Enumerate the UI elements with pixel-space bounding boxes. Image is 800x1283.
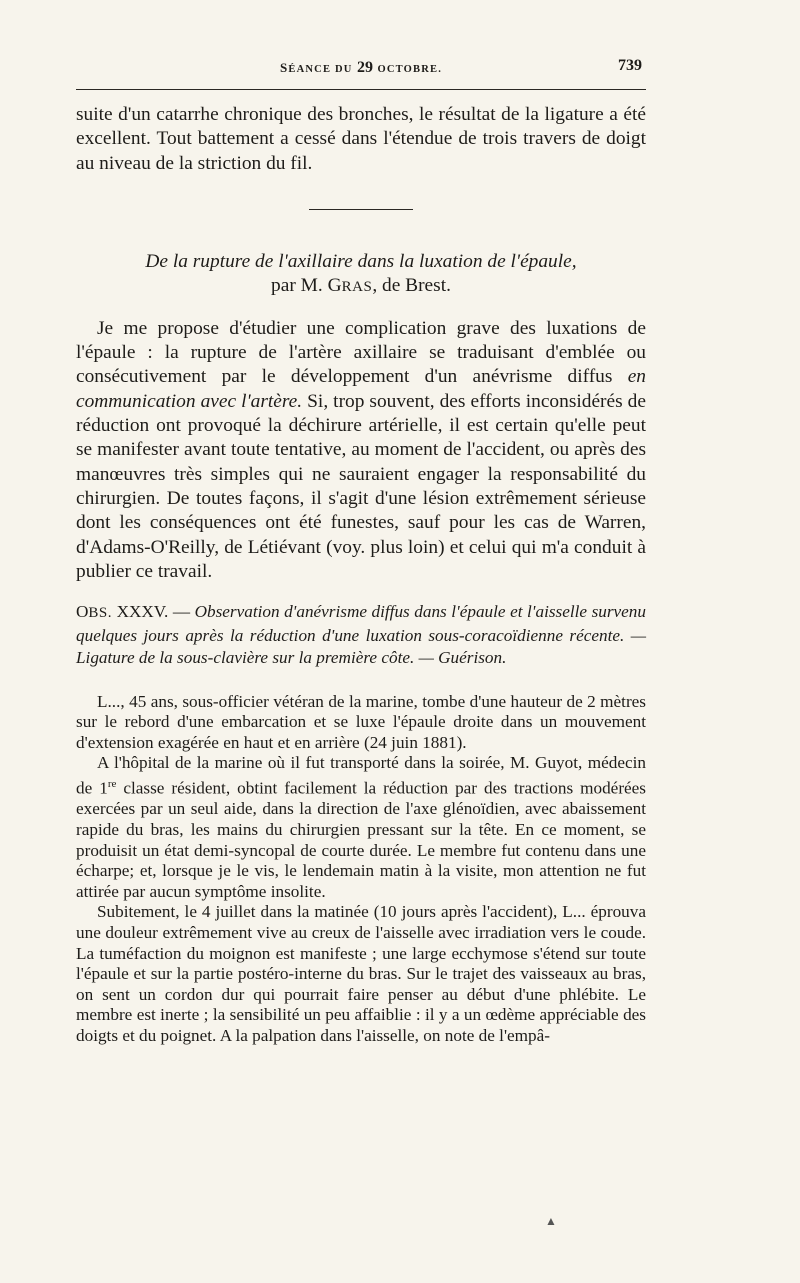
section-separator	[309, 209, 413, 210]
running-head-month: OCTOBRE.	[377, 64, 443, 75]
article-heading	[76, 250, 646, 300]
case-paragraph-2	[76, 753, 646, 902]
continued-paragraph: suite d'un catarrhe chronique des bronches, le résultat de la ligature a été excellent. Tout battement a cessé dans l'étendue de trois travers de doigt au niveau de la striction du fil.	[76, 104, 646, 174]
running-head-day: 29	[357, 59, 374, 76]
obs-label-initial: O	[76, 602, 89, 622]
page-number: 739	[618, 57, 642, 74]
intro-text-1: Je me propose d'étudier une complication grave des luxations de l'épaule : la rupture de l'artère axillaire se traduisant d'emblée ou consécutivement par le développement d'un anévrisme diffus	[76, 317, 646, 388]
case-p2-text-a: A l'hôpital de la marine où il fut transporté dans la soirée, M. Guyot, médecin de 1	[76, 753, 646, 798]
running-head-title	[76, 59, 646, 77]
page-speck: ▲	[545, 1214, 557, 1228]
running-head-seance: ÉANCE DU	[288, 64, 353, 75]
obs-label: BS.	[88, 605, 113, 622]
byline-prefix: par M.	[271, 275, 323, 297]
article-title: De la rupture de l'axillaire dans la luxation de l'épaule,	[145, 250, 577, 272]
article-byline	[76, 274, 646, 300]
byline-suffix: , de Brest.	[372, 275, 451, 297]
running-head	[76, 55, 646, 83]
case-p2-superscript: re	[107, 778, 117, 791]
running-head-initial: S	[279, 60, 289, 75]
author-initial: G	[327, 275, 342, 297]
case-paragraph-1: L..., 45 ans, sous-officier vétéran de la marine, tombe d'une hauteur de 2 mètres sur le rebord d'une embarcation et se luxe l'épaule droite dans un mouvement d'extension exagérée en haut et en arrière (24 juin 1881).	[76, 691, 646, 752]
intro-paragraph	[76, 317, 646, 584]
case-paragraph-3: Subitement, le 4 juillet dans la matinée (10 jours après l'accident), L... éprouva une douleur extrêmement vive au creux de l'aisselle avec irradiation vers le coude. La tuméfaction du moignon est manifeste ; une large ecchymose s'étend sur toute l'épaule et sur la partie postéro-interne du bras. Sur le trajet des vaisseaux au bras, on sent un cordon dur qui pourrait faire penser au début d'une phlébite. Le membre est inerte ; la sensibilité un peu affaiblie : il y a un œdème appréciable des doigts et du poignet. A la palpation dans l'aisselle, on note de l'empâ-	[76, 902, 646, 1045]
header-rule	[76, 89, 646, 90]
obs-number: XXXV. —	[112, 602, 195, 622]
case-p2-text-b: classe résident, obtint facilement la réduction par des tractions modérées exercées par un seul aide, dans la direction de l'axe glénoïdien, avec abaissement rapide du bras, les mains du chirurgien pressant sur la tête. En ce moment, se produisit un état demi-syncopal de courte durée. Le membre fut contenu dans une écharpe; et, lorsque je le vis, le lendemain matin à la visite, mon attention ne fut attirée par aucun symptôme insolite.	[76, 778, 646, 901]
author-name: RAS	[341, 279, 373, 296]
intro-text-2: Si, trop souvent, des efforts inconsidérés de réduction ont provoqué la déchirure artérielle, il est certain qu'elle peut se manifester avant toute tentative, au moment de l'accident, ou après des manœuvres très simples qui ne sauraient engager la responsabilité du chirurgien. De toutes façons, il s'agit d'une lésion extrêmement sérieuse dont les conséquences ont été funestes, sauf pour les cas de Warren, d'Adams-O'Reilly, de Létiévant (voy. plus loin) et celui qui m'a conduit à publier ce travail.	[76, 390, 646, 582]
observation-heading	[76, 601, 646, 670]
page	[76, 55, 646, 1046]
intro-italic: en communication avec l'artère.	[76, 366, 646, 412]
obs-title: Observation d'anévrisme diffus dans l'épaule et l'aisselle survenu quelques jours après la réduction d'une luxation sous-coracoïdienne récente. — Ligature de la sous-clavière sur la première côte. — Guérison.	[76, 602, 646, 668]
